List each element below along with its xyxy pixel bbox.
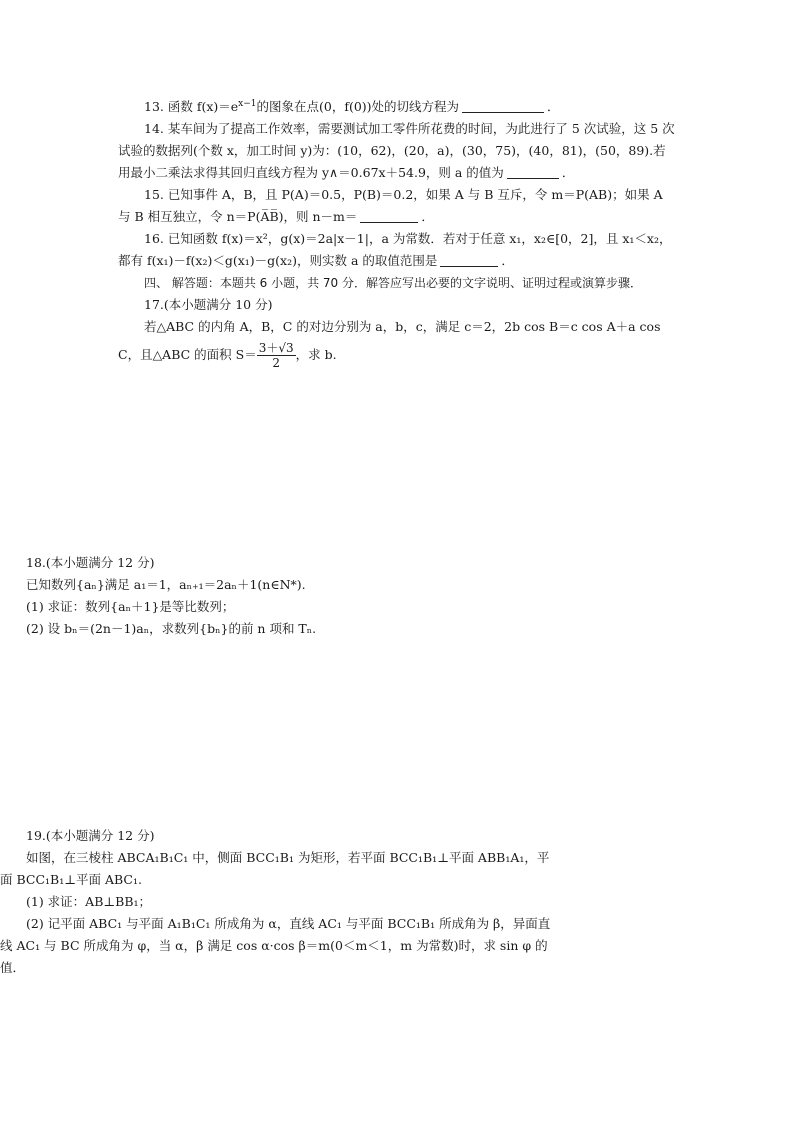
question-14: 14. 某车间为了提高工作效率，需要测试加工零件所花费的时间，为此进行了 5 次试验，这 5 次试验的数据列(个数 x，加工时间 y)为：(10，62)，(20，a)，(30，75)，(40，81)，(50，89).若用最小二乘法求得其回归直线方程为 y∧＝0.67x＋54.9，则 a 的值为 ． [118, 121, 675, 180]
question-15: 15. 已知事件 A，B，且 P(A)＝0.5，P(B)＝0.2，如果 A 与 B 互斥，令 m＝P(AB)；如果 A 与 B 相互独立，令 n＝P(A̅B̅)，则 n－m＝ ． [118, 187, 663, 224]
section-heading: 四、 解答题：本题共 6 小题，共 70 分．解答应写出必要的文字说明、证明过程或演算步骤． [144, 276, 642, 290]
q17-header: 17.(本小题满分 10 分) [144, 297, 273, 312]
answer-blank-13[interactable] [462, 98, 544, 113]
q18-part2: (2) 设 bₙ＝(2n－1)aₙ，求数列{bₙ}的前 n 项和 Tₙ. [26, 621, 317, 636]
q17-line1: 若△ABC 的内角 A，B，C 的对边分别为 a，b，c，满足 c＝2，2b cos B＝c cos A＋a cos [144, 319, 661, 334]
q17-line2: C，且△ABC 的面积 S＝ $\frac{3+√3}{2}$ ，求 b. [118, 341, 337, 370]
exam-page [118, 96, 678, 372]
answer-blank-14[interactable] [507, 164, 559, 179]
question-19 [0, 825, 560, 979]
q19-part2: (2) 记平面 ABC₁ 与平面 A₁B₁C₁ 所成角为 α，直线 AC₁ 与平面 BCC₁B₁ 所成角为 β，异面直线 AC₁ 与 BC 所成角为 φ，当 α，β 满足 cos α·cos β＝m(0＜m＜1，m 为常数)时，求 sin φ 的值． [0, 916, 551, 975]
q18-line1: 已知数列{aₙ}满足 a₁＝1，aₙ₊₁＝2aₙ＋1(n∈N*). [26, 577, 306, 592]
q19-part1: (1) 求证：AB⊥BB₁； [26, 894, 152, 909]
q19-header: 19.(本小题满分 12 分) [26, 828, 155, 843]
question-16: 16. 已知函数 f(x)＝x²，g(x)＝2a|x－1|，a 为常数．若对于任意 x₁，x₂∈[0，2]，且 x₁＜x₂，都有 f(x₁)－f(x₂)＜g(x₁)－g(x₂)，则实数 a 的取值范围是 ． [118, 231, 672, 268]
answer-blank-16[interactable] [440, 252, 498, 267]
q18-header: 18.(本小题满分 12 分) [26, 555, 155, 570]
q19-line1: 如图，在三棱柱 ABCA₁B₁C₁ 中，侧面 BCC₁B₁ 为矩形，若平面 BCC₁B₁⊥平面 ABB₁A₁，平面 BCC₁B₁⊥平面 ABC₁. [0, 850, 550, 887]
question-13: 13. 函数 $f(x)=e^{x-1}$的图象在点(0，f(0))处的切线方程为 ． [144, 98, 560, 114]
question-18 [0, 552, 560, 640]
area-fraction: $\frac{3+√3}{2}$ [258, 341, 294, 370]
answer-blank-15[interactable] [360, 208, 418, 223]
q18-part1: (1) 求证：数列{aₙ＋1}是等比数列； [26, 599, 235, 614]
